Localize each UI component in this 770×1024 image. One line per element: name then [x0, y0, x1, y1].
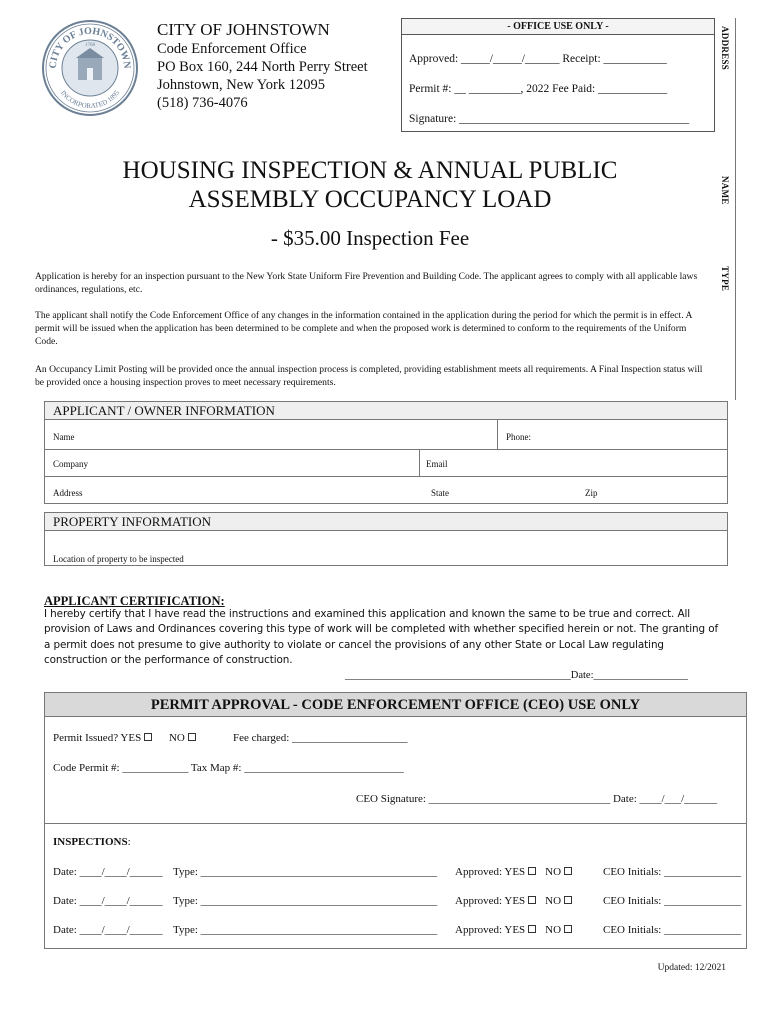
phone-field[interactable]: Phone:: [506, 432, 532, 442]
property-info-table: [44, 512, 728, 566]
office-address-block: [157, 20, 368, 112]
office-use-title: - OFFICE USE ONLY -: [402, 19, 714, 35]
certification-signature-line[interactable]: ___________________________________________Date:__________________: [345, 670, 688, 681]
ceo-signature-field[interactable]: CEO Signature: _________________________________ Date: ____/___/______: [356, 793, 718, 805]
approved-no-label: NO: [545, 895, 562, 907]
email-field[interactable]: Email: [426, 459, 448, 469]
inspection-fee: - $35.00 Inspection Fee: [270, 226, 470, 250]
permit-issued-label: Permit Issued? YES: [53, 732, 142, 744]
name-field[interactable]: Name: [53, 432, 75, 442]
inspection-row-3-date[interactable]: Date: ____/____/______: [53, 924, 163, 936]
permit-no-checkbox[interactable]: [188, 733, 196, 741]
zip-field[interactable]: Zip: [585, 488, 598, 498]
paragraph-occupancy: An Occupancy Limit Posting will be provided once the annual inspection process is completed, providing establishment meets all requirements. A Final Inspection status will be provided once a housing inspection proves to meet necessary requirements.: [35, 364, 703, 388]
address-field[interactable]: Address: [53, 488, 83, 498]
side-rule: [735, 18, 736, 400]
column-divider: [497, 420, 498, 449]
city-seal-logo: [40, 18, 140, 118]
address-line-1: PO Box 160, 244 North Perry Street: [157, 59, 368, 75]
paragraph-notify: The applicant shall notify the Code Enforcement Office of any changes in the information contained in the application during the period for which the permit is in effect. A permit will be issued when the application has been determined to be complete and when the proposed work is determined to conform to the requirements of the Uniform Code.: [35, 310, 692, 347]
approved-yes-checkbox[interactable]: [528, 867, 536, 875]
applicant-info-table: [44, 401, 728, 504]
inspection-row-2-type[interactable]: Type: ___________________________________________: [173, 895, 438, 907]
approved-no-checkbox[interactable]: [564, 896, 572, 904]
inspection-row-1-approval: [455, 866, 572, 878]
property-heading: PROPERTY INFORMATION: [45, 513, 727, 531]
inspection-row-2-initials[interactable]: CEO Initials: ______________: [603, 895, 742, 907]
svg-text:CITY OF JOHNSTOWN: CITY OF JOHNSTOWN: [47, 25, 133, 70]
office-use-box: [401, 18, 715, 132]
state-field[interactable]: State: [431, 488, 449, 498]
form-title-line-1: HOUSING INSPECTION & ANNUAL PUBLIC: [122, 157, 618, 184]
inspection-row-1-type[interactable]: Type: ___________________________________________: [173, 866, 438, 878]
side-label-address: ADDRESS: [720, 26, 730, 71]
column-divider: [419, 449, 420, 476]
address-line-2: Johnstown, New York 12095: [157, 77, 325, 93]
permit-issued-row: [53, 732, 196, 744]
row-divider: [45, 449, 727, 450]
approved-yes-checkbox[interactable]: [528, 925, 536, 933]
inspection-row-1-date[interactable]: Date: ____/____/______: [53, 866, 163, 878]
approved-yes-checkbox[interactable]: [528, 896, 536, 904]
form-title-line-2: ASSEMBLY OCCUPANCY LOAD: [188, 186, 552, 213]
inspection-row-3-initials[interactable]: CEO Initials: ______________: [603, 924, 742, 936]
inspections-label: INSPECTIONS: [53, 836, 128, 848]
approved-no-checkbox[interactable]: [564, 867, 572, 875]
svg-text:1768: 1768: [85, 43, 95, 48]
applicant-heading: APPLICANT / OWNER INFORMATION: [45, 402, 727, 420]
permit-no-label: NO: [168, 732, 185, 744]
approved-receipt-line[interactable]: Approved: _____/_____/______ Receipt: ___________: [409, 53, 667, 65]
approved-no-label: NO: [545, 866, 562, 878]
approved-yes-label: Approved: YES: [455, 895, 526, 907]
permit-yes-checkbox[interactable]: [144, 733, 152, 741]
company-field[interactable]: Company: [53, 459, 88, 469]
updated-date: Updated: 12/2021: [657, 963, 726, 973]
certification-text: I hereby certify that I have read the instructions and examined this application and known the same to be true and correct. All provision of Laws and Ordinances covering this type of work will be completed with whether specified herein or not. The granting of a permit does not presume to give authority to violate or cancel the provisions of any other State or Local Law regulating construction or the performance of construction.: [44, 608, 719, 667]
inspection-row-2-approval: [455, 895, 572, 907]
approved-yes-label: Approved: YES: [455, 924, 526, 936]
city-name: CITY OF JOHNSTOWN: [157, 20, 330, 39]
permit-heading: PERMIT APPROVAL - CODE ENFORCEMENT OFFICE (CEO) USE ONLY: [45, 693, 746, 717]
svg-text:INCORPORATED 1895: INCORPORATED 1895: [58, 88, 122, 111]
inspections-heading: [53, 836, 131, 848]
approved-no-checkbox[interactable]: [564, 925, 572, 933]
office-name: Code Enforcement Office: [157, 41, 307, 57]
office-phone: (518) 736-4076: [157, 95, 248, 111]
inspection-row-2-date[interactable]: Date: ____/____/______: [53, 895, 163, 907]
office-signature-line[interactable]: Signature: ________________________________________: [409, 113, 690, 125]
permit-divider: [45, 823, 746, 824]
inspection-row-1-initials[interactable]: CEO Initials: ______________: [603, 866, 742, 878]
property-location-field[interactable]: Location of property to be inspected: [53, 554, 184, 564]
permit-approval-box: [44, 692, 747, 949]
inspection-row-3-type[interactable]: Type: ___________________________________________: [173, 924, 438, 936]
permit-fee-line[interactable]: Permit #: __ _________, 2022 Fee Paid: ____________: [409, 83, 668, 95]
approved-yes-label: Approved: YES: [455, 866, 526, 878]
code-permit-tax-map-field[interactable]: Code Permit #: ____________ Tax Map #: _____________________________: [53, 762, 404, 774]
inspection-row-3-approval: [455, 924, 572, 936]
approved-no-label: NO: [545, 924, 562, 936]
row-divider: [45, 476, 727, 477]
side-label-name: NAME: [720, 176, 730, 205]
inspections-colon: :: [127, 836, 131, 848]
side-label-type: TYPE: [720, 266, 730, 292]
paragraph-application: Application is hereby for an inspection pursuant to the New York State Uniform Fire Prevention and Building Code. The applicant agrees to comply with all applicable laws ordinances, regulations, etc.: [35, 271, 698, 295]
fee-charged-field[interactable]: Fee charged: _____________________: [233, 732, 408, 744]
certification-heading: APPLICANT CERTIFICATION:: [44, 594, 225, 608]
